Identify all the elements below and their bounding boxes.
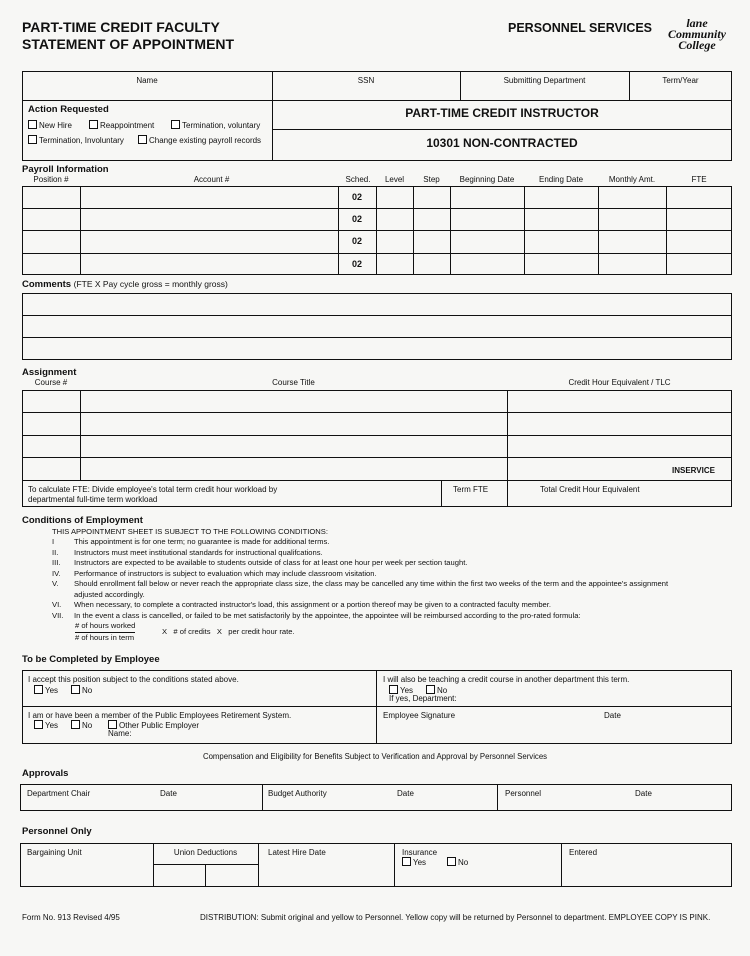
personnel-only-box xyxy=(20,843,732,887)
position-title: PART-TIME CREDIT INSTRUCTOR xyxy=(405,106,599,120)
termination-voluntary-checkbox[interactable]: Termination, voluntary xyxy=(171,120,260,131)
formula-denominator: # of hours in term xyxy=(75,633,135,642)
change-payroll-checkbox[interactable]: Change existing payroll records xyxy=(138,135,261,146)
pers-statement: I am or have been a member of the Public Employees Retirement System. xyxy=(28,711,292,720)
teaching-no-checkbox[interactable]: No xyxy=(426,685,447,696)
col-course-title: Course Title xyxy=(272,378,315,387)
term-fte-field[interactable]: Term FTE xyxy=(453,485,489,494)
other-employer-checkbox[interactable]: Other Public Employer xyxy=(108,720,199,731)
conditions-intro: THIS APPOINTMENT SHEET IS SUBJECT TO THE FOLLOWING CONDITIONS: xyxy=(52,527,328,536)
condition-num: VII. xyxy=(52,611,64,620)
new-hire-checkbox[interactable]: New Hire xyxy=(28,120,72,131)
approvals-title: Approvals xyxy=(22,768,69,779)
budget-date-field[interactable]: Date xyxy=(397,789,414,798)
personnel-date-field[interactable]: Date xyxy=(635,789,652,798)
insurance-label: Insurance xyxy=(402,848,438,857)
col-step: Step xyxy=(423,175,440,184)
condition-num: VI. xyxy=(52,600,62,609)
budget-authority-field[interactable]: Budget Authority xyxy=(268,789,327,798)
submitting-department-field[interactable]: Submitting Department xyxy=(503,76,586,85)
personnel-field[interactable]: Personnel xyxy=(505,789,542,798)
col-ending-date: Ending Date xyxy=(538,175,584,184)
term-year-field[interactable]: Term/Year xyxy=(662,76,699,85)
employee-signature-field[interactable]: Employee Signature xyxy=(383,711,456,720)
bargaining-unit-field[interactable]: Bargaining Unit xyxy=(27,848,82,857)
col-level: Level xyxy=(384,175,405,184)
col-account: Account # xyxy=(193,175,230,184)
latest-hire-date-field[interactable]: Latest Hire Date xyxy=(268,848,326,857)
comments-heading: Comments (FTE X Pay cycle gross = monthly gross) xyxy=(22,279,228,290)
condition-text: This appointment is for one term; no guarantee is made for additional terms. xyxy=(74,537,330,546)
condition-num: I xyxy=(52,537,55,546)
teaching-yes-checkbox[interactable]: Yes xyxy=(389,685,413,696)
condition-text: When necessary, to complete a contracted instructor's load, this assignment or a portion thereof may be given to a contracted faculty member. xyxy=(74,600,552,609)
accept-statement: I accept this position subject to the conditions stated above. xyxy=(28,675,239,684)
condition-text: Performance of instructors is subject to evaluation which may include classroom visitation. xyxy=(74,569,377,578)
condition-num: V. xyxy=(52,579,59,588)
assignment-title: Assignment xyxy=(22,367,77,378)
col-monthly-amt: Monthly Amt. xyxy=(608,175,656,184)
title-line-2: STATEMENT OF APPOINTMENT xyxy=(22,36,235,52)
condition-num: IV. xyxy=(52,569,61,578)
department-chair-field[interactable]: Department Chair xyxy=(27,789,91,798)
ssn-field[interactable]: SSN xyxy=(357,76,375,85)
department-heading: PERSONNEL SERVICES xyxy=(508,21,653,35)
condition-text: Instructors are expected to be available to students outside of class for at least one hour per week per section taught. xyxy=(74,558,468,567)
entered-field[interactable]: Entered xyxy=(569,848,598,857)
formula-numerator: # of hours worked xyxy=(75,621,135,633)
form-title xyxy=(22,19,234,53)
col-sched: Sched. xyxy=(345,175,371,184)
sched-value: 02 xyxy=(351,192,362,202)
payroll-title: Payroll Information xyxy=(22,164,109,175)
distribution-note: DISTRIBUTION: Submit original and yellow to Personnel. Yellow copy will be returned by Personnel to department. EMPLOYEE COPY IS PINK. xyxy=(200,913,711,922)
condition-num: II. xyxy=(52,548,59,557)
formula-rest: X # of credits X per credit hour rate. xyxy=(162,627,295,636)
fte-calc-note: To calculate FTE: Divide employee's total term credit hour workload by departmental full-time term workload xyxy=(28,485,278,504)
title-line-1: PART-TIME CREDIT FACULTY xyxy=(22,19,220,35)
condition-text: In the event a class is cancelled, or failed to be met satisfactorily by the appointee, the appointee will be reimbursed according to the pro-rated formula: xyxy=(74,611,581,620)
col-credit-hour: Credit Hour Equivalent / TLC xyxy=(568,378,671,387)
col-position: Position # xyxy=(33,175,69,184)
col-course-num: Course # xyxy=(34,378,68,387)
position-code: 10301 NON-CONTRACTED xyxy=(426,136,578,150)
pers-yes-checkbox[interactable]: Yes xyxy=(34,720,58,731)
action-requested-title: Action Requested xyxy=(28,104,109,115)
other-employer-name[interactable]: Name: xyxy=(108,729,132,738)
reappointment-checkbox[interactable]: Reappointment xyxy=(89,120,154,131)
personnel-only-title: Personnel Only xyxy=(22,826,92,837)
teaching-statement: I will also be teaching a credit course in another department this term. xyxy=(383,675,630,684)
compensation-note: Compensation and Eligibility for Benefits Subject to Verification and Approval by Personnel Services xyxy=(202,752,548,761)
dept-chair-date-field[interactable]: Date xyxy=(160,789,177,798)
inservice-label: INSERVICE xyxy=(672,466,715,475)
comments-box[interactable] xyxy=(22,293,732,360)
union-deductions-field[interactable]: Union Deductions xyxy=(173,848,238,857)
college-logo: lane Community College xyxy=(667,16,726,52)
name-field[interactable]: Name xyxy=(136,76,158,85)
pers-no-checkbox[interactable]: No xyxy=(71,720,92,731)
insurance-yes-checkbox[interactable]: Yes xyxy=(402,857,426,868)
approvals-box xyxy=(20,784,732,811)
accept-no-checkbox[interactable]: No xyxy=(71,685,92,696)
condition-text: Instructors must meet institutional standards for instructional qualifcations. xyxy=(74,548,323,557)
termination-involuntary-checkbox[interactable]: Termination, Involuntary xyxy=(28,135,124,146)
employee-section-title: To be Completed by Employee xyxy=(22,654,160,665)
insurance-no-checkbox[interactable]: No xyxy=(447,857,468,868)
form-number: Form No. 913 Revised 4/95 xyxy=(22,913,120,922)
sched-value: 02 xyxy=(351,236,362,246)
col-beginning-date: Beginning Date xyxy=(459,175,515,184)
sched-value: 02 xyxy=(351,259,362,269)
if-yes-department[interactable]: If yes, Department: xyxy=(389,694,457,703)
condition-text: Should enrollment fall below or never reach the appropriate class size, the class may be cancelled any time within the first two weeks of the term and the appointee's assignment adjusted accordingly. xyxy=(74,579,669,599)
signature-date-field[interactable]: Date xyxy=(604,711,621,720)
total-che-field[interactable]: Total Credit Hour Equivalent xyxy=(540,485,640,494)
sched-value: 02 xyxy=(351,214,362,224)
accept-yes-checkbox[interactable]: Yes xyxy=(34,685,58,696)
col-fte: FTE xyxy=(691,175,707,184)
conditions-title: Conditions of Employment xyxy=(22,515,143,526)
condition-num: III. xyxy=(52,558,61,567)
